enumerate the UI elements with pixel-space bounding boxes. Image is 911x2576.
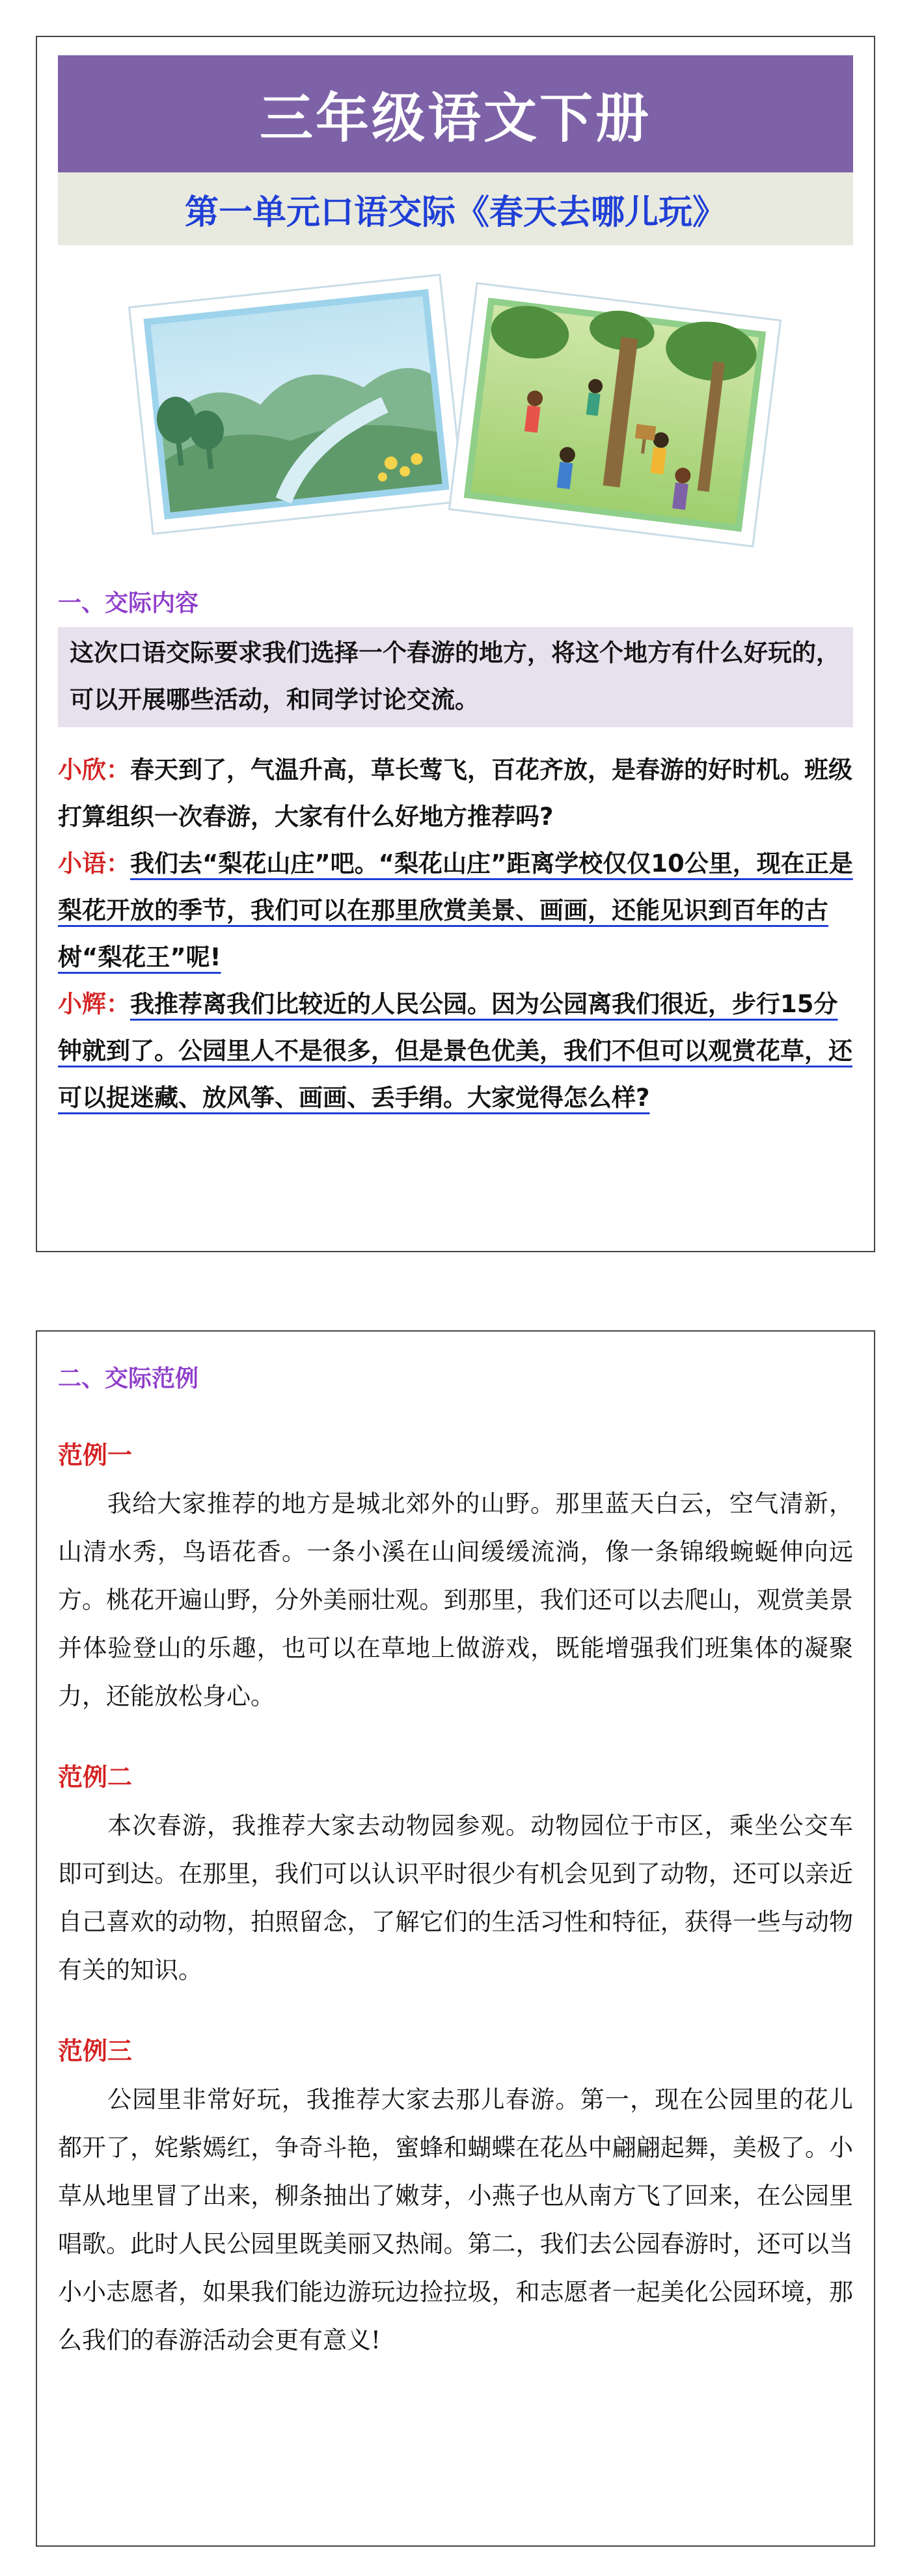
example-block bbox=[37, 2031, 874, 2365]
title-banner bbox=[58, 55, 853, 172]
example-title: 范例二 bbox=[58, 1763, 133, 1791]
dialog-line bbox=[58, 840, 853, 981]
intro-paragraph: 这次口语交际要求我们选择一个春游的地方，将这个地方有什么好玩的，可以开展哪些活动，和同学讨论交流。 bbox=[58, 627, 853, 727]
dialog-text: 我推荐离我们比较近的人民公园。因为公园离我们很近，步行15分钟就到了。公园里人不是很多，但是景色优美，我们不但可以观赏花草，还可以捉迷藏、放风筝、画画、丢手绢。大家觉得怎么样? bbox=[58, 990, 852, 1112]
dialog-block bbox=[58, 747, 853, 1121]
example-title: 范例一 bbox=[58, 1441, 133, 1469]
page-title: 三年级语文下册 bbox=[259, 87, 651, 150]
example-text: 公园里非常好玩，我推荐大家去那儿春游。第一，现在公园里的花儿都开了，姹紫嫣红，争奇斗艳，蜜蜂和蝴蝶在花丛中翩翩起舞，美极了。小草从地里冒了出来，柳条抽出了嫩芽，小燕子也从南方飞了回来，在公园里唱歌。此时人民公园里既美丽又热闹。第二，我们去公园春游时，还可以当小小志愿者，如果我们能边游玩边捡拉圾，和志愿者一起美化公园环境，那么我们的春游活动会更有意义! bbox=[58, 2086, 853, 2354]
example-text: 我给大家推荐的地方是城北郊外的山野。那里蓝天白云，空气清新，山清水秀，鸟语花香。一条小溪在山间缓缓流淌，像一条锦缎蜿蜒伸向远方。桃花开遍山野，分外美丽壮观。到那里，我们还可以去爬山，观赏美景并体验登山的乐趣，也可以在草地上做游戏，既能增强我们班集体的凝聚力，还能放松身心。 bbox=[58, 1490, 853, 1710]
speaker-name: 小语： bbox=[58, 850, 130, 878]
dialog-line bbox=[58, 747, 853, 840]
subtitle-banner bbox=[58, 172, 853, 245]
example-block bbox=[37, 1435, 874, 1721]
example-text: 本次春游，我推荐大家去动物园参观。动物园位于市区，乘坐公交车即可到达。在那里，我们可以认识平时很少有机会见到了动物，还可以亲近自己喜欢的动物，拍照留念，了解它们的生活习性和特征，获得一些与动物有关的知识。 bbox=[58, 1812, 853, 1984]
dialog-text: 春天到了，气温升高，草长莺飞，百花齐放，是春游的好时机。班级打算组织一次春游，大家有什么好地方推荐吗? bbox=[58, 756, 852, 831]
speaker-name: 小辉： bbox=[58, 990, 130, 1018]
example-block bbox=[37, 1757, 874, 1994]
page-two bbox=[36, 1330, 875, 2547]
section-heading-content: 一、交际内容 bbox=[58, 590, 199, 617]
page-one bbox=[36, 36, 875, 1252]
spring-illustration bbox=[78, 265, 833, 551]
park-photo bbox=[449, 283, 780, 546]
dialog-line bbox=[58, 981, 853, 1121]
spring-illustration-svg bbox=[78, 265, 833, 551]
landscape-photo bbox=[129, 275, 464, 533]
page-subtitle: 第一单元口语交际《春天去哪儿玩》 bbox=[184, 192, 726, 232]
example-title: 范例三 bbox=[58, 2037, 133, 2065]
speaker-name: 小欣： bbox=[58, 756, 130, 784]
dialog-text: 我们去“梨花山庄”吧。“梨花山庄”距离学校仅仅10公里，现在正是梨花开放的季节，我们可以在那里欣赏美景、画画，还能见识到百年的古树“梨花王”呢! bbox=[58, 850, 853, 971]
section-heading-examples: 二、交际范例 bbox=[58, 1365, 199, 1392]
